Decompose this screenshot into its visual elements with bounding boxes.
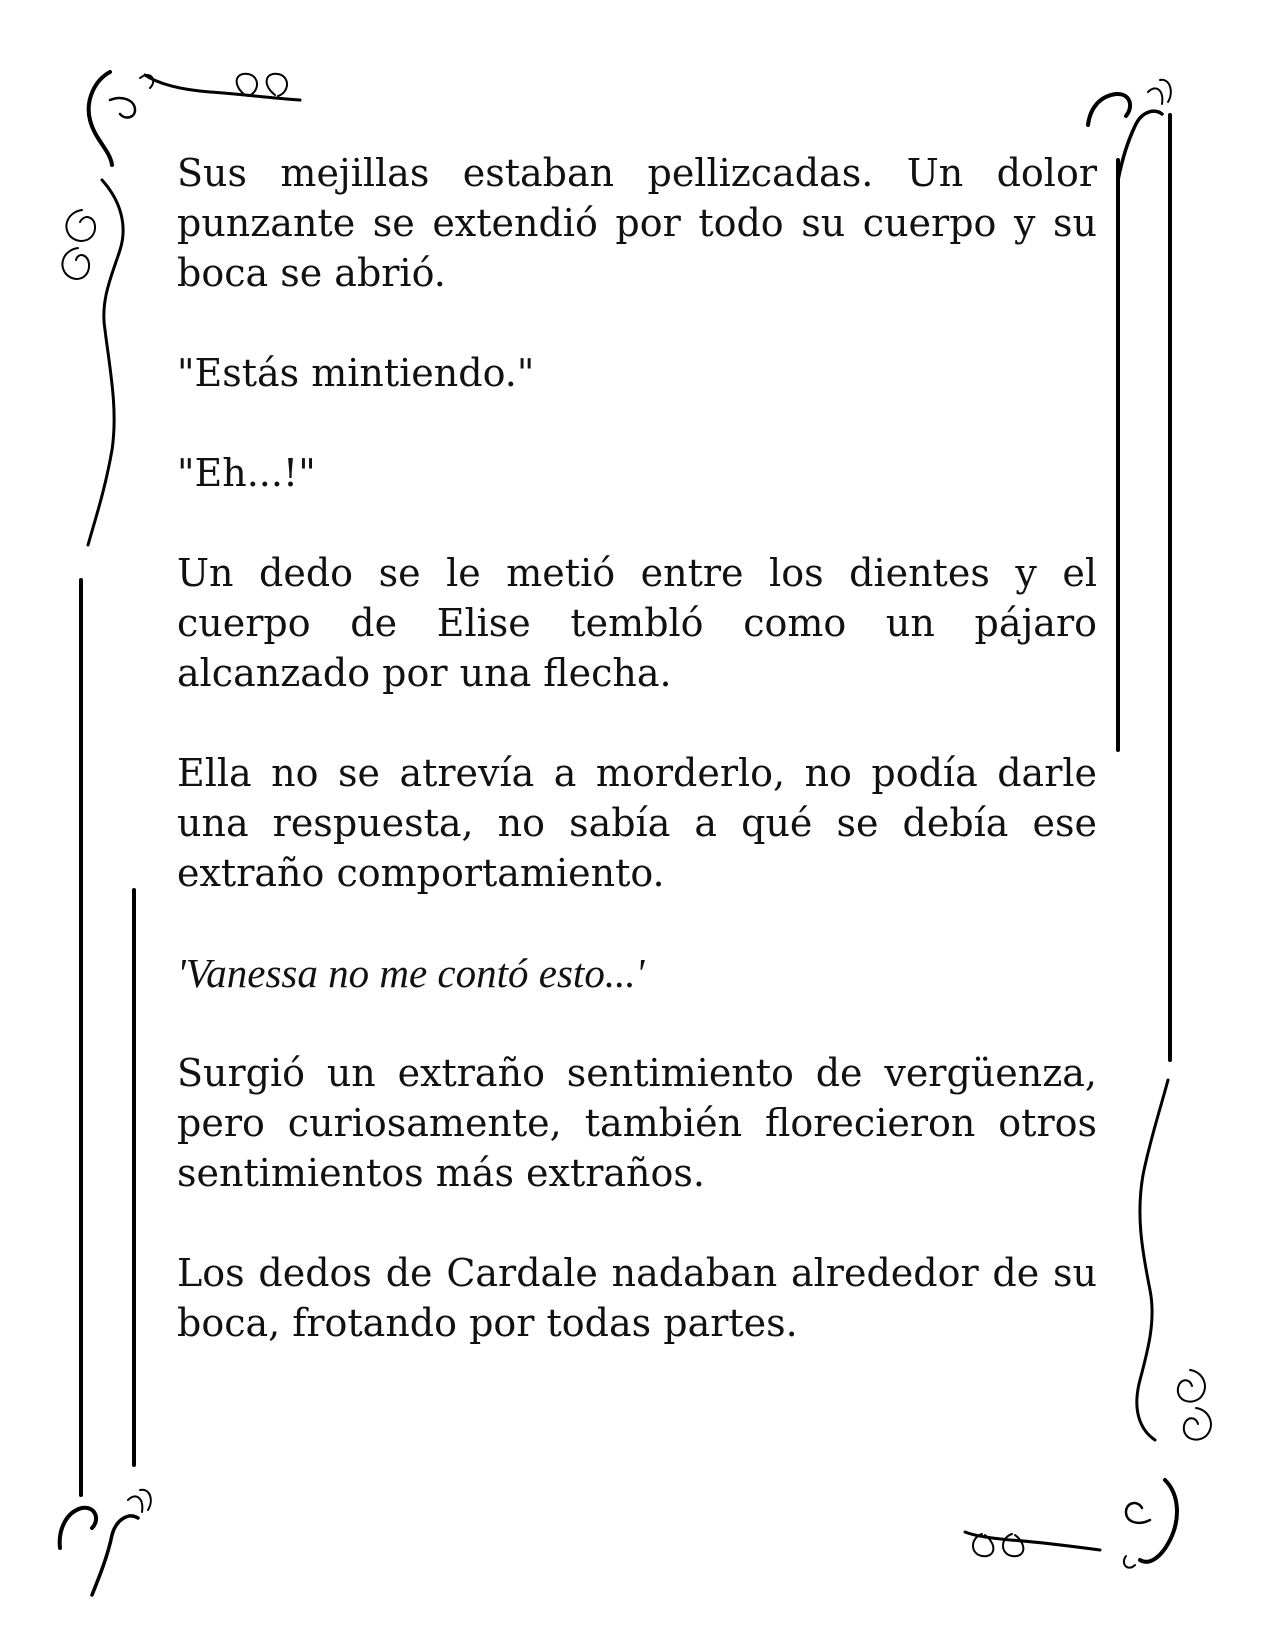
paragraph-cardale-fingers: Los dedos de Cardale nadaban alrededor de su boca, frotando por todas partes. [177,1251,1097,1345]
paragraph-cheeks-pinched: Sus mejillas estaban pellizcadas. Un dolor punzante se extendió por todo su cuerpo y su boca se abrió. [177,151,1097,295]
story-text-block [177,148,1097,1398]
paragraph-finger-teeth: Un dedo se le metió entre los dientes y el cuerpo de Elise tembló como un pájaro alcanzado por una flecha. [177,551,1097,695]
thought-vanessa: 'Vanessa no me contó esto...' [177,950,645,996]
flourish-bottom-left [60,1490,151,1595]
paragraph-did-not-dare: Ella no se atrevía a morderlo, no podía darle una respuesta, no sabía a qué se debía ese extraño comportamiento. [177,751,1097,895]
dialogue-youre-lying: "Estás mintiendo." [177,351,535,395]
dialogue-eh: "Eh...!" [177,451,316,495]
flourish-top-right [1088,80,1171,180]
paragraph-shame-feeling: Surgió un extraño sentimiento de vergüenza, pero curiosamente, también florecieron otros sentimientos más extraños. [177,1051,1097,1195]
